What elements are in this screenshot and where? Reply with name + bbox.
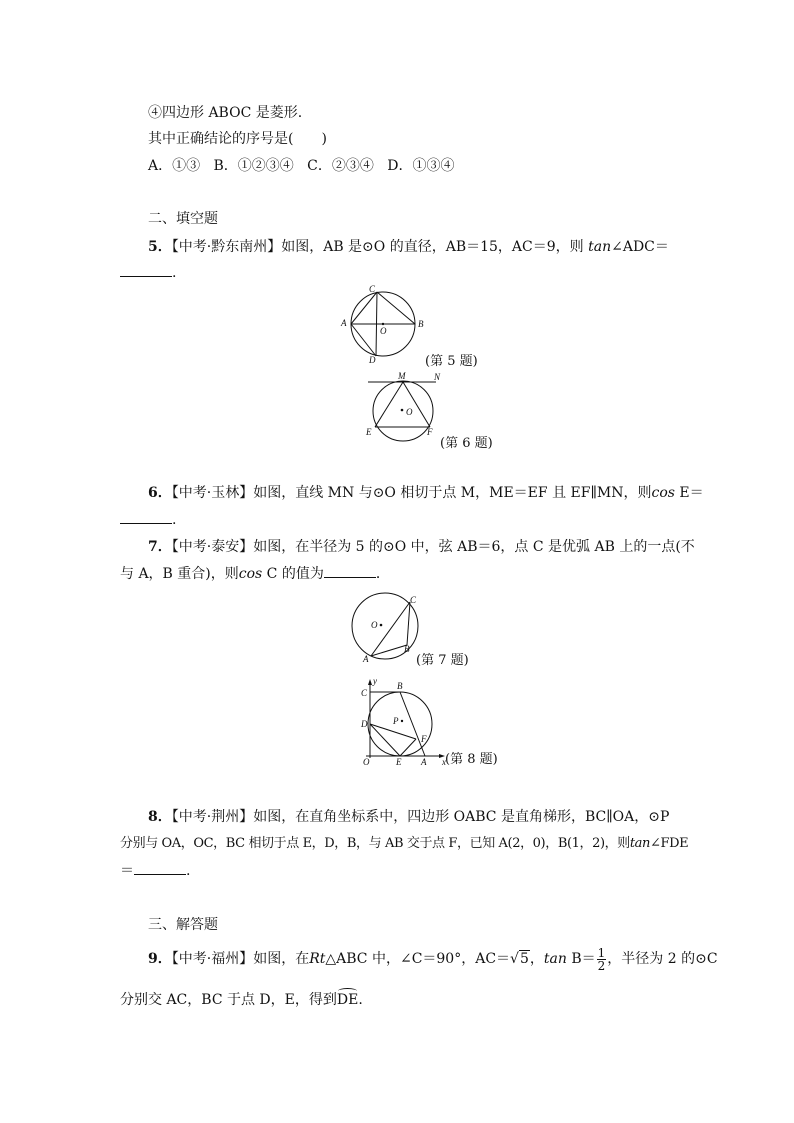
- label-n: N: [434, 372, 441, 382]
- segment-cd: [376, 292, 377, 356]
- q6-period: .: [172, 512, 177, 528]
- q5-period: .: [172, 265, 177, 281]
- q5-body-end: ∠ADC＝: [611, 239, 669, 255]
- label-o: O: [371, 620, 378, 630]
- label-f: F: [421, 734, 427, 744]
- segment-mf: [403, 382, 430, 427]
- q7-number: 7．: [148, 539, 172, 555]
- label-c: C: [369, 284, 376, 294]
- figure-q8: [358, 676, 458, 766]
- q9-body-5: 分别交 AC，BC 于点 D，E，得到: [120, 992, 337, 1008]
- q9-body-4: ，半径为 2 的⊙C: [607, 951, 718, 967]
- q9-rt: Rt: [309, 951, 326, 967]
- arc-mark: [338, 988, 357, 994]
- q8-figure-caption: (第 8 题): [445, 752, 498, 767]
- label-c: C: [410, 595, 417, 605]
- q4-option-d: D．①③④: [387, 158, 455, 174]
- q7-answer-blank: [324, 565, 376, 578]
- q7-text-line2: [120, 565, 390, 583]
- label-p: P: [393, 716, 399, 726]
- q9-body-2: △ABC 中，∠C＝90°，AC＝: [325, 951, 511, 967]
- q9-text-line2: [120, 991, 363, 1009]
- label-y: y: [373, 676, 377, 686]
- q8-body-2: 分别与 OA，OC，BC 相切于点 E，D，B，与 AB 交于点 F，已知 A(2，0)，B(1，2)，则: [120, 836, 630, 851]
- q8-text-line1: [148, 808, 669, 826]
- q8-answer-blank: [134, 862, 186, 875]
- label-o: O: [406, 407, 413, 417]
- q7-body-3: C 的值为: [262, 566, 324, 582]
- q9-frac-denominator: 2: [597, 958, 606, 973]
- circle-o: [373, 381, 433, 441]
- label-b: B: [397, 681, 403, 691]
- section-solve-title: 三、解答题: [148, 917, 218, 933]
- q9-body-3: B＝: [566, 951, 596, 967]
- q5-number: 5．: [148, 239, 172, 255]
- q9-sqrt-sign: √: [510, 951, 519, 967]
- q7-text-line1: [148, 538, 695, 556]
- q8-tan: tan: [629, 836, 651, 851]
- q6-number: 6．: [148, 485, 172, 501]
- q4-option-b: B．①②③④: [213, 158, 294, 174]
- q9-body: 如图，在: [253, 951, 310, 967]
- q8-body-3: ∠FDE: [650, 836, 689, 851]
- q9-number: 9．: [148, 951, 172, 967]
- q6-source-tag: 【中考·玉林】: [171, 485, 254, 501]
- segment-cb: [377, 292, 415, 324]
- center-o: [382, 323, 384, 325]
- q5-tan: tan: [588, 239, 612, 255]
- q7-period: ．: [375, 566, 390, 582]
- label-a: A: [421, 757, 427, 767]
- label-d: D: [361, 719, 368, 729]
- label-e: E: [366, 427, 372, 437]
- q8-number: 8．: [148, 809, 172, 825]
- q6-body-end: E＝: [674, 485, 704, 501]
- q5-body: 如图，AB 是⊙O 的直径，AB＝15，AC＝9，则: [281, 239, 589, 255]
- q6-figure-caption: (第 6 题): [440, 436, 493, 451]
- label-m: M: [398, 371, 406, 381]
- label-x: x: [442, 757, 446, 767]
- q5-answer-blank: [120, 264, 172, 277]
- label-a: A: [363, 654, 369, 664]
- q6-cos: cos: [651, 485, 675, 501]
- q9-period: .: [358, 992, 363, 1008]
- q6-answer-blank: [120, 511, 172, 524]
- label-d: D: [369, 355, 376, 365]
- center-p: [401, 720, 403, 722]
- q9-tan: tan: [543, 951, 567, 967]
- q9-arc-de: [337, 991, 358, 1009]
- y-axis-arrow: [368, 679, 372, 685]
- q8-period: .: [186, 863, 191, 879]
- label-f: F: [427, 427, 433, 437]
- center-o: [380, 624, 383, 627]
- segment-me: [375, 382, 403, 427]
- q7-body: 如图，在半径为 5 的⊙O 中，弦 AB＝6，点 C 是优弧 AB 上的一点(不: [253, 539, 695, 555]
- label-a: A: [341, 318, 347, 328]
- label-b: B: [418, 319, 424, 329]
- q8-source-tag: 【中考·荆州】: [171, 809, 254, 825]
- q6-answer-line: [120, 511, 176, 529]
- figure-q5: [338, 284, 434, 366]
- q4-option-a: A．①③: [148, 158, 201, 174]
- circle-p: [368, 692, 432, 756]
- q7-figure-caption: (第 7 题): [416, 653, 469, 668]
- segment-ba: [400, 692, 425, 756]
- label-e: E: [396, 757, 402, 767]
- label-o: O: [380, 326, 387, 336]
- q8-equals: ＝: [120, 863, 134, 879]
- q9-comma: ，: [529, 951, 544, 967]
- section-fill-in-title: 二、填空题: [148, 211, 218, 227]
- q9-frac-numerator: 1: [597, 945, 606, 960]
- q7-cos: cos: [238, 566, 263, 582]
- label-b: B: [404, 644, 410, 654]
- q7-source-tag: 【中考·泰安】: [171, 539, 254, 555]
- q4-prompt: 其中正确结论的序号是( ): [148, 131, 327, 147]
- q6-body: 如图，直线 MN 与⊙O 相切于点 M，ME＝EF 且 EF∥MN，则: [253, 485, 652, 501]
- segment-bc: [407, 602, 410, 645]
- q5-answer-line: [120, 264, 176, 282]
- q5-source-tag: 【中考·黔东南州】: [171, 239, 282, 255]
- label-c: C: [361, 688, 368, 698]
- q9-fraction: [597, 947, 607, 972]
- q6-text: [148, 484, 704, 502]
- q8-answer-line: [120, 862, 190, 880]
- q5-figure-caption: (第 5 题): [425, 354, 478, 369]
- label-o: O: [363, 757, 370, 767]
- q9-arc-label: DE: [336, 992, 359, 1008]
- q9-source-tag: 【中考·福州】: [171, 951, 254, 967]
- q5-text: [148, 238, 669, 256]
- q8-text-line2: [120, 835, 688, 853]
- q9-text-line1: [148, 944, 718, 974]
- q7-body-2: 与 A，B 重合)，则: [120, 566, 239, 582]
- q4-option-c: C．②③④: [307, 158, 374, 174]
- q4-options: [148, 157, 454, 175]
- q9-sqrt-value: 5: [519, 951, 529, 967]
- q8-body: 如图，在直角坐标系中，四边形 OABC 是直角梯形，BC∥OA，⊙P: [253, 809, 670, 825]
- q4-statement-4: ④四边形 ABOC 是菱形.: [148, 105, 303, 121]
- center-o: [401, 409, 404, 412]
